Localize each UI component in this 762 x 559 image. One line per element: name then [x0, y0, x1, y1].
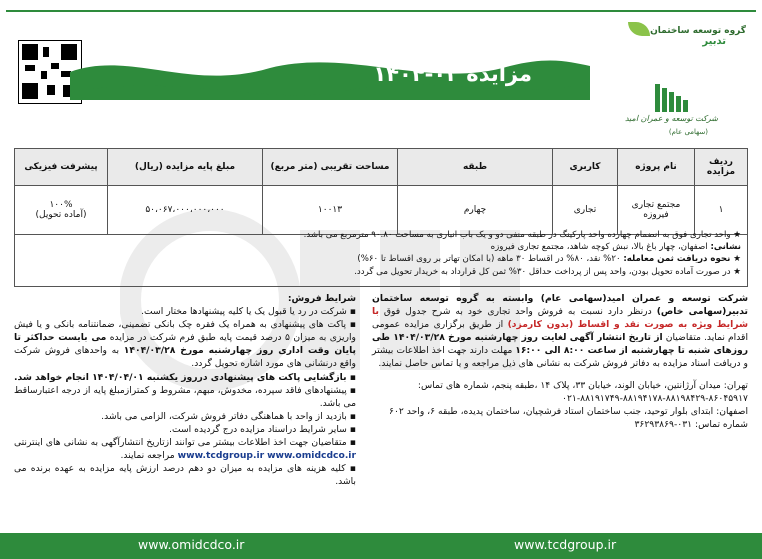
progress-value: ۱۰۰%: [49, 200, 73, 210]
note-address: [21, 241, 741, 253]
condition-deadline: می بایست حداکثر تا پایان وقت اداری روز چهارشنبه مورخ ۱۴۰۴/۰۳/۲۸: [14, 332, 356, 357]
cell-usage: تجاری: [553, 186, 618, 235]
notes-box: [14, 227, 748, 287]
cell-index: ۱: [695, 186, 748, 235]
col-index: ردیف مزایده: [695, 149, 748, 186]
tehran-contact: [372, 379, 748, 405]
omid-logo: [598, 84, 718, 144]
header: [8, 18, 754, 146]
bars-icon: [648, 84, 688, 112]
website-link-tcdgroup[interactable]: www.tcdgroup.ir: [177, 450, 265, 462]
note-address-label: نشانی:: [710, 242, 741, 253]
note-parking: ★ واحد تجاری فوق به انضمام چهارده واحد پارکینگ در طبقه منفی دو و یک باب انباری به مساحت ۹۰.۸۰ مترمربع می باشد.: [303, 230, 741, 240]
logo-group-name: گروه توسعه ساختمان: [650, 26, 746, 36]
conditions-list: [14, 305, 356, 488]
col-price: مبلغ پایه مزایده (ریال): [108, 149, 263, 186]
intro-company: شرکت توسعه و عمران امید(سهامی عام) وابسته به گروه توسعه ساختمان تدبیر(سهامی خاص): [372, 293, 748, 318]
website-link-omidcdco[interactable]: www.omidcdco.ir: [267, 450, 356, 462]
footer-bar: [0, 533, 762, 559]
col-project: نام پروژه: [618, 149, 695, 186]
intro-paragraph: [372, 292, 748, 371]
title-band: [90, 58, 560, 94]
footer-website-omid[interactable]: www.omidcdco.ir: [138, 537, 245, 552]
col-progress: پیشرفت فیزیکی: [15, 149, 108, 186]
condition-text: ▪ متقاضیان جهت اخذ اطلاعات بیشتر می توانند ازتاریخ انتشارآگهی به نشانی های اینترنتی: [14, 437, 356, 449]
logo-brand-name: تدبیر: [702, 36, 726, 47]
logo-company-type: (سهامی عام): [668, 128, 708, 136]
tadbir-logo: [596, 26, 746, 47]
intro-text-3: مهلت دارند جهت اخذ اطلاعات بیشتر و دریافت اسناد مزایده به دفاتر فروش شرکت به نشانی های ذیل مراجعه و یا تماس حاصل نمایند.: [372, 345, 748, 370]
top-divider: [6, 10, 756, 12]
col-floor: طبقه: [398, 149, 553, 186]
note-address-text: اصفهان، چهار باغ بالا، نبش کوچه شاهد، مجتمع تجاری فیروزه: [490, 242, 711, 253]
col-usage: کاربری: [553, 149, 618, 186]
isfahan-address: اصفهان: ابتدای بلوار توحید، جنب ساختمان استاد فرشچیان، ساختمان پدیده، طبقه ۶، واحد ۶۰۲: [389, 405, 748, 417]
condition-item: ▪ بازدید از واحد با هماهنگی دفاتر فروش شرکت، الزامی می باشد.: [101, 410, 356, 422]
condition-text: ▪ پاکت های پیشنهادی به همراه یک فقره چک بانکی تضمینی، ضمانتنامه بانکی و یا فیش واریزی به میزان ۵ درصد قیمت پایه طبق فرم شرکت در مزایده: [14, 319, 356, 344]
note-payment-label: ★ نحوه دریافت ثمن معامله:: [623, 254, 741, 265]
cell-area: ۱۰۰۱۳: [263, 186, 398, 235]
intro-text-1: درنظر دارد نسبت به فروش واحد تجاری خود به شرح جدول فوق: [378, 306, 657, 318]
condition-item: [14, 436, 356, 462]
note-payment: [21, 253, 741, 265]
conditions-column: [14, 292, 356, 530]
condition-text: به واحدهای فروش شرکت واقع درنشانی های مورد اشاره تحویل گردد.: [14, 345, 356, 370]
progress-note: (آماده تحویل): [35, 210, 87, 220]
table-header-row: [15, 149, 748, 186]
condition-item: ▪ پیشنهادهای فاقد سپرده، مخدوش، مبهم، مشروط و کمترازمبلغ پایه از درجه اعتبارساقط می باشد.: [14, 384, 356, 409]
tehran-phones: ۰۲۱-۸۸۱۹۱۷۴۹-۸۸۱۹۴۱۷۸-۸۸۱۹۸۴۲۹-۸۶۰۴۵۹۱۷: [562, 392, 748, 404]
intro-special-terms: با شرایط ویژه به صورت نقد و اقساط (بدون کارمزد): [372, 306, 748, 331]
cell-price: ۵۰،۰۶۷،۰۰۰،۰۰۰،۰۰۰: [108, 186, 263, 235]
condition-item: [14, 318, 356, 370]
condition-item: ▪ کلیه هزینه های مزایده به میزان دو دهم درصد ارزش پایه مزایده به عهده برنده می باشد.: [14, 463, 356, 488]
intro-text-2: از طریق برگزاری مزایده عمومی اقدام نماید. متقاضیان: [372, 319, 748, 344]
condition-item: ▪ شرکت در رد یا قبول یک یا کلیه پیشنهادها مختار است.: [141, 306, 356, 318]
cell-project: مجتمع تجاری فیروزه: [618, 186, 695, 235]
condition-text: مراجعه نمایند.: [120, 450, 178, 462]
logo-company-name: شرکت توسعه و عمران امید: [624, 114, 718, 123]
footer-website-tcd[interactable]: www.tcdgroup.ir: [514, 537, 617, 552]
note-payment-text: ۲۰% نقد، ۸۰% در اقساط ۳۰ ماهه (با امکان تهاتر بر روی اقساط تا ۶۰%): [357, 254, 624, 265]
cell-floor: چهارم: [398, 186, 553, 235]
conditions-heading: شرایط فروش:: [287, 293, 356, 304]
intro-column: [372, 292, 748, 530]
tehran-address: تهران: میدان آرژانتین، خیابان الوند، خیابان ۳۳، پلاک ۱۴ ،طبقه پنجم، شماره های تماس:: [417, 379, 748, 391]
condition-item: ▪ بازگشایی پاکت های پیشنهادی درروز یکشنبه ۱۴۰۴/۰۴/۰۱ انجام خواهد شد.: [14, 371, 356, 383]
condition-item: ▪ سایر شرایط دراسناد مزایده درج گردیده است.: [169, 423, 356, 435]
auction-table: [14, 148, 748, 235]
intro-deadline: از تاریخ انتشار آگهی لغایت روز چهارشنبه مورخ ۱۴۰۴/۰۳/۲۸ طی روزهای شنبه تا چهارشنبه از ساعت ۸:۰۰ الی ۱۶:۰۰: [372, 332, 749, 357]
isfahan-phone: شماره تماس: ۰۳۱-۳۶۲۹۳۸۶۹: [634, 418, 748, 430]
col-area: مساحت تقریبی (متر مربع): [263, 149, 398, 186]
page-title: مزایده ۰۲-۱۴۰۴: [373, 62, 532, 86]
note-delivery: ★ در صورت آماده تحویل بودن، واحد پس از پرداخت حداقل ۳۰% ثمن کل قرارداد به خریدار تحویل می گردد.: [354, 266, 741, 277]
isfahan-contact: [372, 405, 748, 431]
